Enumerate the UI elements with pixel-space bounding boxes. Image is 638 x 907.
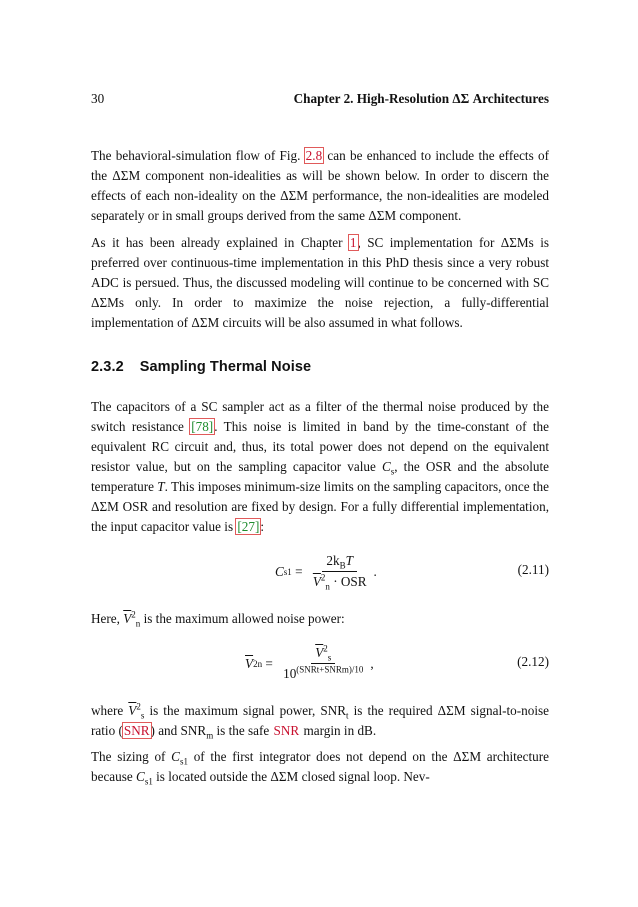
equation-2-11: C s1 = $\frac{2k_BT}{\overline{V}^2_n \cdot OSR}$ . (2.11) <box>275 553 549 592</box>
paragraph-3: The capacitors of a SC sampler act as a filter of the thermal noise produced by the switch resistance [78]. This noise is limited in band by the time-constant of the equivalent RC circuit and, thus, its total power does not depend on the equivalent resistor value, but on the sampling capacitor value $C_s$, the OSR and the absolute temperature T. This imposes minimum-size limits on the sampling capacitors, once the ΔΣM OSR and resolution are fixed by design. For a fully differential implementation, the input capacitor value is [27]: <box>91 398 550 534</box>
running-header <box>91 91 549 109</box>
paragraph-6: The sizing of $C_{s1}$ of the first integrator does not depend on the ΔΣM architecture because $C_{s1}$ is located outside the ΔΣM closed signal loop. Nev- <box>91 749 549 787</box>
section-heading <box>91 359 549 375</box>
section-title: Sampling Thermal Noise <box>139 358 312 375</box>
paragraph-2: As it has been already explained in Chapter 1, SC implementation for ΔΣMs is preferred over continuous-time implementation in this PhD thesis since a very robust ADC is persued. Thus, the discussed modeling will continue to be concerned with SC ΔΣMs only. In order to maximize the noise rejection, a fully-differential implementation of ΔΣM circuits will be also assumed in what follows. <box>91 234 549 330</box>
citation-link-78[interactable]: [78] <box>191 418 214 434</box>
chapter-ref-link[interactable]: 1 <box>349 234 357 250</box>
body-text <box>91 146 549 794</box>
fraction: $\frac{2k_BT}{\overline{V}^2_n \cdot OSR}$ <box>312 553 367 592</box>
fraction: $\frac{\overline{V}^2_s}{10^{(SNRt+SNRm)/10}}$ <box>283 643 364 681</box>
paragraph-4: Here, $\overline{V}^2_n$ is the maximum allowed noise power: <box>91 609 345 629</box>
equation-2-12: $\overline{V}$ 2 n = $\frac{\overline{V}^2_s}{10^{(SNRt+SNRm)/10}}$ , (2.12) <box>245 643 549 681</box>
section-number: 2.3.2 <box>91 358 124 375</box>
acronym-link-snr-2[interactable]: SNR <box>273 722 300 738</box>
paragraph-1: The behavioral-simulation flow of Fig. 2.8 can be enhanced to include the effects of the ΔΣM component non-idealities as will be shown below. In order to discern the effects of each non-ideality on the ΔΣM performance, the non-idealities are modeled separately or in small groups derived from the same ΔΣM component. <box>91 148 549 223</box>
equation-number: (2.11) <box>517 561 549 577</box>
figure-ref-link[interactable]: 2.8 <box>305 148 323 163</box>
equation-number: (2.12) <box>517 653 549 669</box>
chapter-title: Chapter 2. High-Resolution ΔΣ Architectures <box>293 91 549 106</box>
citation-link-27[interactable]: [27] <box>237 518 260 534</box>
paragraph-5: where $\overline{V}^2_s$ is the maximum signal power, $SNR_t$ is the required ΔΣM signal-to-noise ratio (SNR) and $SNR_m$ is the safe SNR margin in dB. <box>91 701 550 741</box>
page-number: 30 <box>91 91 105 106</box>
acronym-link-snr[interactable]: SNR <box>123 722 150 738</box>
